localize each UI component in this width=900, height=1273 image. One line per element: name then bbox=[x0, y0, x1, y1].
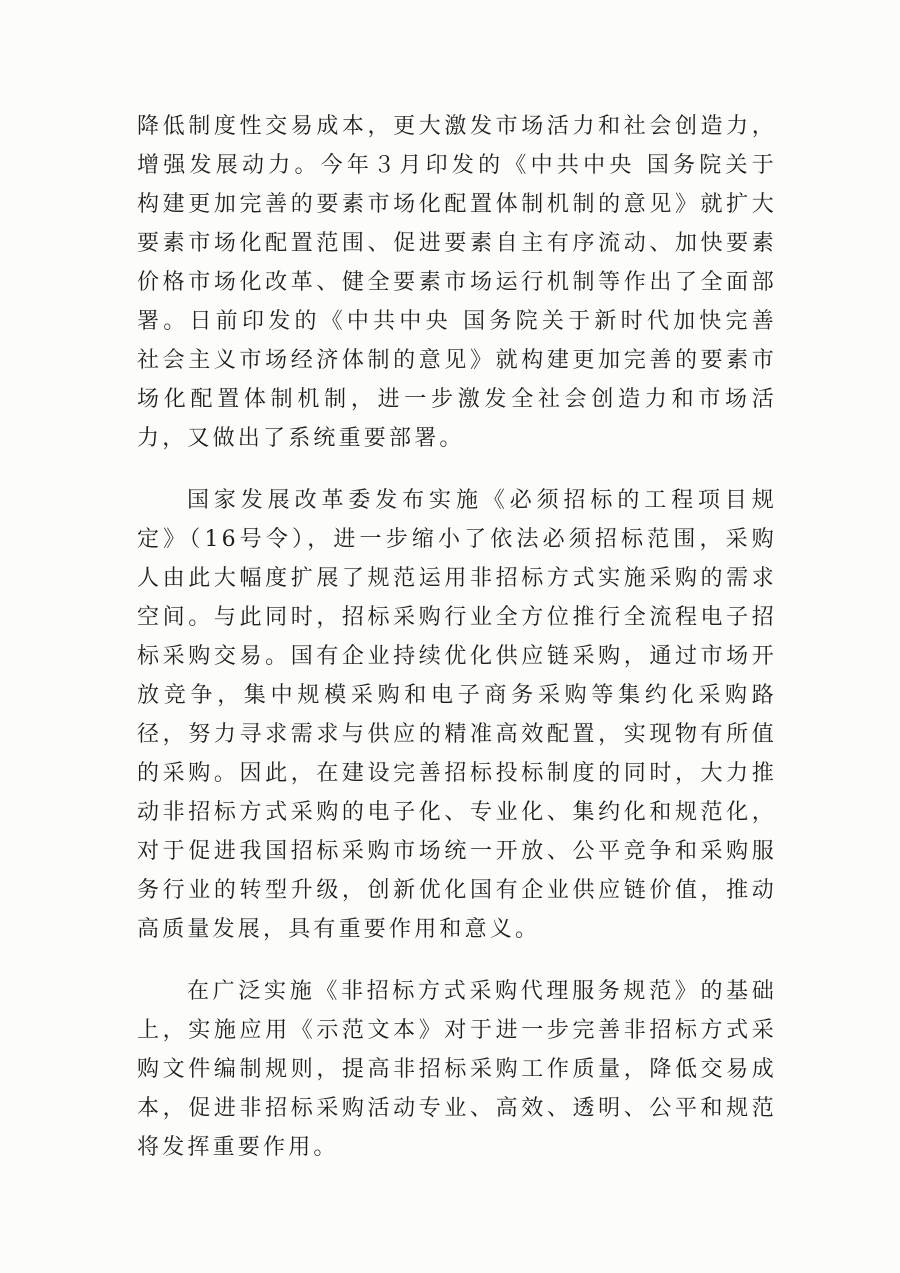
paragraph-3: 在广泛实施《非招标方式采购代理服务规范》的基础上，实施应用《示范文本》对于进一步完善非招标方式采购文件编制规则，提高非招标采购工作质量，降低交易成本，促进非招标采购活动专业、高效、透明、公平和规范将发挥重要作用。 bbox=[137, 979, 777, 1160]
paragraph-1: 降低制度性交易成本，更大激发市场活力和社会创造力，增强发展动力。今年３月印发的《中共中央 国务院关于构建更加完善的要素市场化配置体制机制的意见》就扩大要素市场化配置范围、促进要素自主有序流动、加快要素价格市场化改革、健全要素市场运行机制等作出了全面部署。日前印发的《中共中央 国务院关于新时代加快完善社会主义市场经济体制的意见》就构建更加完善的要素市场化配置体制机制，进一步激发全社会创造力和市场活力，又做出了系统重要部署。 bbox=[137, 114, 777, 451]
document-body bbox=[137, 107, 777, 1160]
paragraph-2: 国家发展改革委发布实施《必须招标的工程项目规定》（16号令），进一步缩小了依法必须招标范围，采购人由此大幅度扩展了规范运用非招标方式实施采购的需求空间。与此同时，招标采购行业全方位推行全流程电子招标采购交易。国有企业持续优化供应链采购，通过市场开放竞争，集中规模采购和电子商务采购等集约化采购路径，努力寻求需求与供应的精准高效配置，实现物有所值的采购。因此，在建设完善招标投标制度的同时，大力推动非招标方式采购的电子化、专业化、集约化和规范化，对于促进我国招标采购市场统一开放、公平竞争和采购服务行业的转型升级，创新优化国有企业供应链价值，推动高质量发展，具有重要作用和意义。 bbox=[137, 488, 777, 942]
